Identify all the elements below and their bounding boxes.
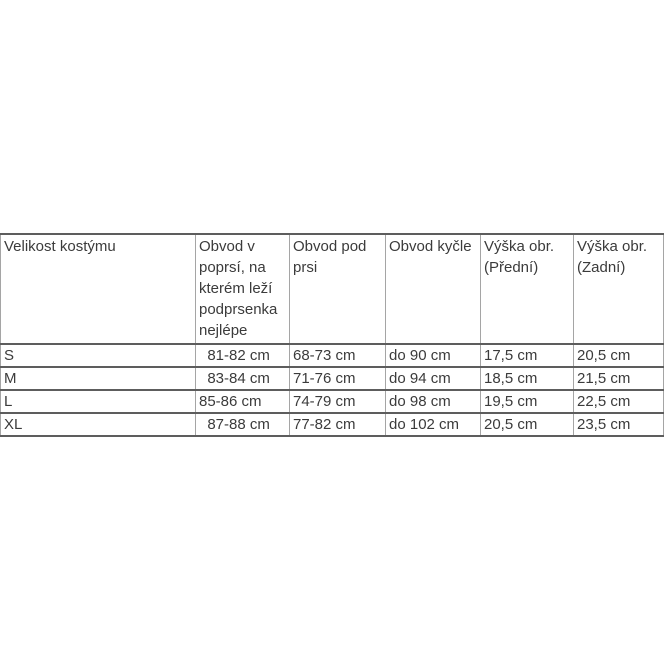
column-header: Výška obr. (Zadní) — [574, 234, 664, 344]
value-cell: 20,5 cm — [481, 413, 574, 436]
table-row — [1, 344, 664, 367]
value-cell: 23,5 cm — [574, 413, 664, 436]
size-cell: M — [1, 367, 196, 390]
size-cell: L — [1, 390, 196, 413]
value-cell: do 94 cm — [386, 367, 481, 390]
value-cell: 83-84 cm — [196, 367, 290, 390]
size-chart-table — [0, 233, 664, 437]
value-cell: 87-88 cm — [196, 413, 290, 436]
table-body — [1, 344, 664, 436]
header-row — [1, 234, 664, 344]
value-cell: 85-86 cm — [196, 390, 290, 413]
size-cell: S — [1, 344, 196, 367]
size-cell: XL — [1, 413, 196, 436]
value-cell: 17,5 cm — [481, 344, 574, 367]
value-cell: 20,5 cm — [574, 344, 664, 367]
column-header: Obvod pod prsi — [290, 234, 386, 344]
value-cell: 18,5 cm — [481, 367, 574, 390]
value-cell: 19,5 cm — [481, 390, 574, 413]
value-cell: 77-82 cm — [290, 413, 386, 436]
value-cell: do 102 cm — [386, 413, 481, 436]
value-cell: 71-76 cm — [290, 367, 386, 390]
column-header: Obvod kyčle — [386, 234, 481, 344]
value-cell: 21,5 cm — [574, 367, 664, 390]
column-header: Výška obr. (Přední) — [481, 234, 574, 344]
table-row — [1, 413, 664, 436]
column-header: Obvod v poprsí, na kterém leží podprsenka nejlépe — [196, 234, 290, 344]
column-header: Velikost kostýmu — [1, 234, 196, 344]
value-cell: 81-82 cm — [196, 344, 290, 367]
value-cell: do 98 cm — [386, 390, 481, 413]
value-cell: do 90 cm — [386, 344, 481, 367]
value-cell: 22,5 cm — [574, 390, 664, 413]
table-row — [1, 390, 664, 413]
value-cell: 74-79 cm — [290, 390, 386, 413]
value-cell: 68-73 cm — [290, 344, 386, 367]
table-row — [1, 367, 664, 390]
